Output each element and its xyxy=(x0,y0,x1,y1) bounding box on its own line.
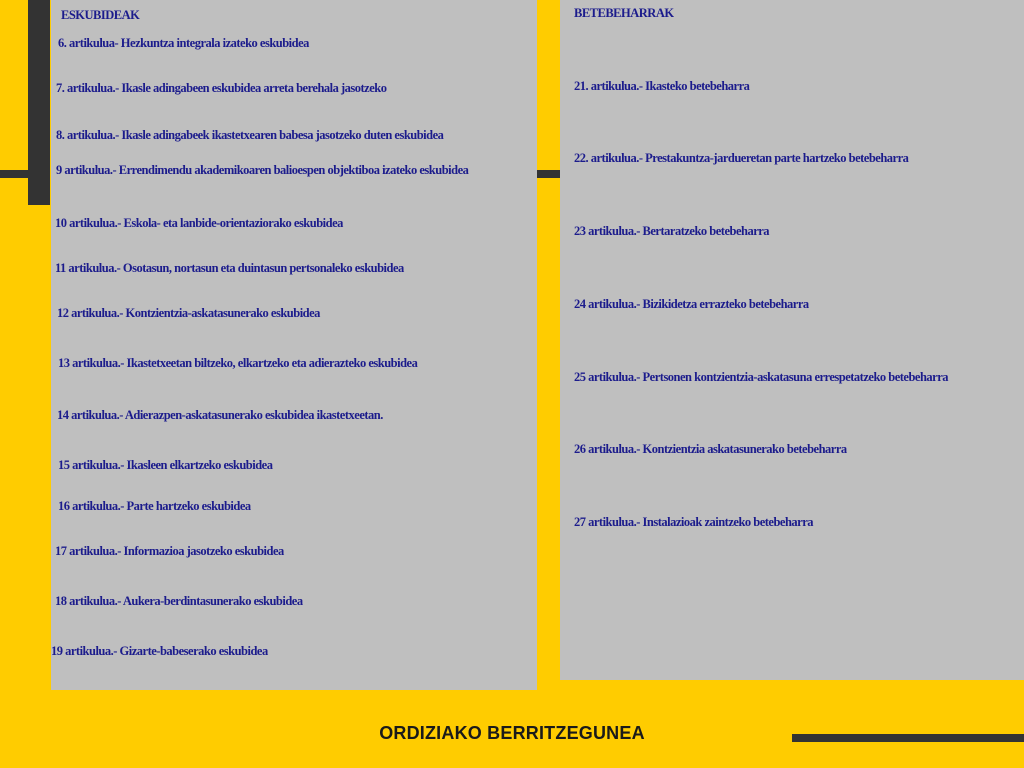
rights-item: 8. artikulua.- Ikasle adingabeek ikastetxearen babesa jasotzeko duten eskubidea xyxy=(56,128,444,142)
duties-item: 21. artikulua.- Ikasteko betebeharra xyxy=(574,79,750,93)
duties-item: 25 artikulua.- Pertsonen kontzientzia-askatasuna errespetatzeko betebeharra xyxy=(574,370,949,384)
middle-horizontal-bar xyxy=(537,170,560,178)
rights-panel xyxy=(51,0,537,690)
duties-item: 27 artikulua.- Instalazioak zaintzeko betebeharra xyxy=(574,515,814,529)
rights-item: 18 artikulua.- Aukera-berdintasunerako eskubidea xyxy=(55,594,303,608)
rights-title: ESKUBIDEAK xyxy=(61,8,140,22)
rights-item: 15 artikulua.- Ikasleen elkartzeko eskubidea xyxy=(58,458,273,472)
rights-item: 11 artikulua.- Osotasun, nortasun eta duintasun pertsonaleko eskubidea xyxy=(55,261,404,275)
duties-item: 26 artikulua.- Kontzientzia askatasunerako betebeharra xyxy=(574,442,847,456)
duties-item: 23 artikulua.- Bertaratzeko betebeharra xyxy=(574,224,770,238)
rights-item: 6. artikulua- Hezkuntza integrala izateko eskubidea xyxy=(58,36,309,50)
duties-title: BETEBEHARRAK xyxy=(574,6,674,20)
footer-title: ORDIZIAKO BERRITZEGUNEA xyxy=(379,723,645,743)
duties-item: 24 artikulua.- Bizikidetza errazteko betebeharra xyxy=(574,297,809,311)
duties-panel xyxy=(560,0,1024,680)
rights-item: 14 artikulua.- Adierazpen-askatasunerako eskubidea ikastetxeetan. xyxy=(57,408,383,422)
rights-item: 9 artikulua.- Errendimendu akademikoaren balioespen objektiboa izateko eskubidea xyxy=(56,163,469,177)
rights-item: 19 artikulua.- Gizarte-babeserako eskubidea xyxy=(51,644,268,658)
rights-item: 10 artikulua.- Eskola- eta lanbide-orientaziorako eskubidea xyxy=(55,216,343,230)
rights-item: 17 artikulua.- Informazioa jasotzeko eskubidea xyxy=(55,544,284,558)
left-horizontal-bar xyxy=(0,170,30,178)
rights-item: 16 artikulua.- Parte hartzeko eskubidea xyxy=(58,499,251,513)
rights-item: 13 artikulua.- Ikastetxeetan biltzeko, elkartzeko eta adierazteko eskubidea xyxy=(58,356,418,370)
left-vertical-bar xyxy=(28,0,50,205)
duties-item: 22. artikulua.- Prestakuntza-jardueretan parte hartzeko betebeharra xyxy=(574,151,909,165)
rights-item: 7. artikulua.- Ikasle adingabeen eskubidea arreta berehala jasotzeko xyxy=(56,81,387,95)
rights-item: 12 artikulua.- Kontzientzia-askatasunerako eskubidea xyxy=(57,306,320,320)
